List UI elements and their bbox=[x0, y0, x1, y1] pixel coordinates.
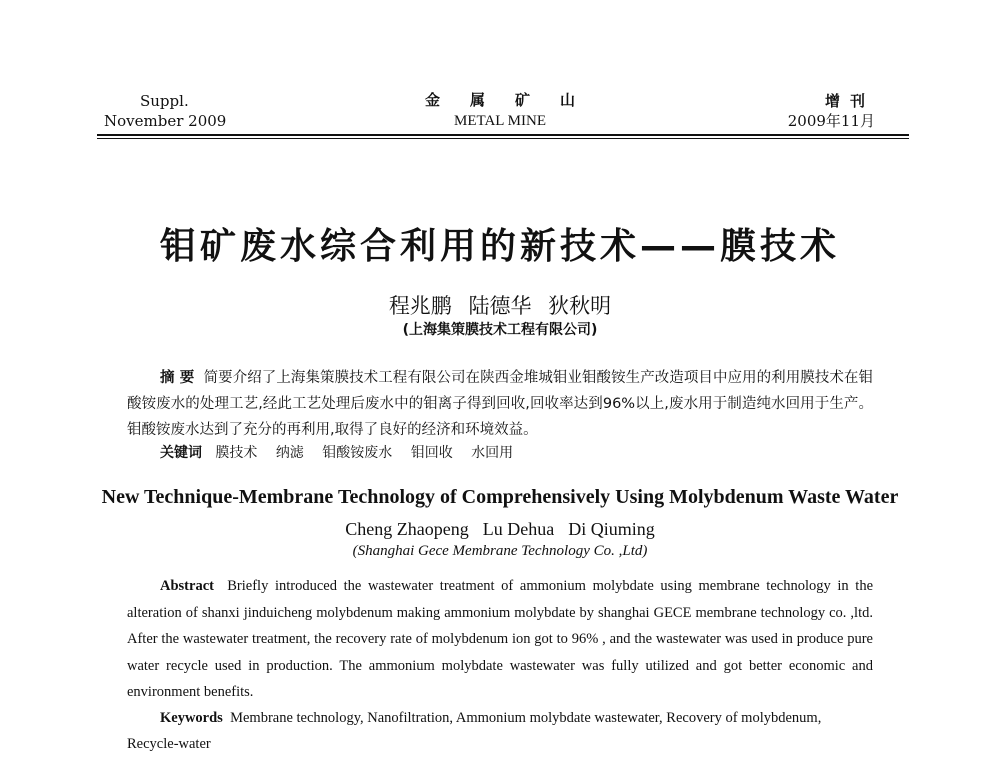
keywords-cn bbox=[160, 442, 527, 462]
paper-title-cn: 钼矿废水综合利用的新技术——膜技术 bbox=[159, 226, 840, 267]
abstract-cn-text: 简要介绍了上海集策膜技术工程有限公司在陕西金堆城钼业钼酸铵生产改造项目中应用的利用膜技术在钼酸铵废水的处理工艺,经此工艺处理后废水中的钼离子得到回收,回收率达到96%以上,废水用于制造纯水回用于生产。钼酸铵废水达到了充分的再利用,取得了良好的经济和环境效益。 bbox=[127, 370, 873, 438]
journal-supplement-cn: 增刊 bbox=[824, 92, 875, 110]
author-en: Cheng Zhaopeng bbox=[345, 519, 469, 539]
keyword-cn-item: 纳滤 bbox=[275, 445, 304, 461]
journal-date-cn: 2009年11月 bbox=[787, 112, 875, 130]
authors-en bbox=[0, 519, 1000, 540]
author-en: Di Qiuming bbox=[568, 519, 655, 539]
keywords-en bbox=[127, 705, 873, 757]
keyword-cn-item: 钼回收 bbox=[410, 445, 453, 461]
abstract-en-text: Briefly introduced the wastewater treatment of ammonium molybdate using membrane technology in the alteration of shanxi jinduicheng molybdenum making ammonium molybdate by shanghai GECE membrane technology co. ,ltd. After the wastewater treatment, the recovery rate of molybdenum ion got to 96% , and the wastewater was used in produce pure water recycle used in production. The ammonium molybdate wastewater was fully utilized and got better economic and environment benefits. bbox=[127, 578, 874, 700]
affiliation-en: (Shanghai Gece Membrane Technology Co. ,Ltd) bbox=[352, 543, 648, 559]
journal-name-cn: 金属矿山 bbox=[424, 91, 605, 109]
header-rule bbox=[97, 134, 909, 136]
journal-name-en: METAL MINE bbox=[454, 113, 546, 129]
abstract-en bbox=[127, 573, 873, 706]
journal-supplement-label: Suppl. bbox=[140, 92, 189, 110]
keywords-en-label: Keywords bbox=[160, 710, 223, 726]
keyword-cn-item: 膜技术 bbox=[215, 445, 258, 461]
authors-cn: 程兆鹏 陆德华 狄秋明 bbox=[388, 294, 612, 318]
header-rule-thin bbox=[97, 138, 909, 139]
journal-date-en: November 2009 bbox=[104, 112, 227, 130]
affiliation-cn: (上海集策膜技术工程有限公司) bbox=[402, 322, 598, 338]
keyword-cn-item: 钼酸铵废水 bbox=[322, 445, 393, 461]
keyword-cn-item: 水回用 bbox=[471, 445, 514, 461]
keywords-cn-label: 关键词 bbox=[160, 445, 202, 461]
paper-title-en: New Technique-Membrane Technology of Comprehensively Using Molybdenum Waste Water bbox=[101, 486, 899, 508]
author-en: Lu Dehua bbox=[482, 519, 555, 539]
abstract-cn bbox=[127, 365, 873, 443]
abstract-cn-label: 摘 要 bbox=[160, 370, 195, 386]
abstract-en-label: Abstract bbox=[160, 578, 214, 594]
keywords-en-text: Membrane technology, Nanofiltration, Ammonium molybdate wastewater, Recovery of molybdenum, Recycle-water bbox=[127, 710, 822, 752]
